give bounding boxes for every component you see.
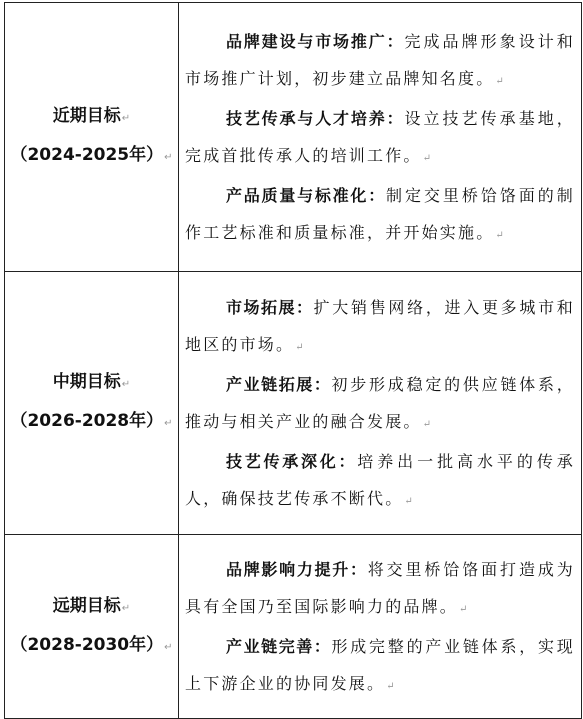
goal-heading: 品牌建设与市场推广：	[226, 31, 405, 51]
goal-heading: 产业链完善：	[226, 636, 332, 656]
term-period: （2024-2025年）↵	[10, 145, 173, 165]
return-mark: ↵	[386, 680, 397, 692]
return-mark: ↵	[164, 641, 173, 653]
goal-content-cell	[179, 272, 582, 535]
goal-item	[179, 366, 581, 443]
goal-text: 完成品牌形象设计和市场推广计划，初步建立品牌知名度。	[185, 31, 575, 88]
return-mark: ↵	[121, 379, 131, 390]
term-period: （2026-2028年）↵	[10, 411, 173, 431]
goal-item	[179, 100, 581, 177]
return-mark: ↵	[422, 418, 434, 430]
return-mark: ↵	[459, 603, 470, 615]
term-label: 远期目标↵	[52, 595, 131, 616]
goal-text: 制定交里桥饸饹面的制作工艺标准和质量标准，并开始实施。	[185, 185, 575, 242]
return-mark: ↵	[495, 75, 506, 87]
table-row	[5, 272, 582, 535]
return-mark: ↵	[422, 152, 434, 164]
goal-heading: 技艺传承与人才培养：	[226, 108, 405, 128]
return-mark: ↵	[295, 341, 306, 353]
goal-content-cell	[179, 3, 582, 272]
goal-text: 培养出一批高水平的传承人，确保技艺传承不断代。	[185, 451, 575, 508]
goal-item	[179, 23, 581, 100]
goal-text: 初步形成稳定的供应链体系，推动与相关产业的融合发展。	[185, 374, 575, 431]
term-cell	[5, 3, 179, 272]
term-label: 中期目标↵	[52, 372, 131, 392]
table-row	[5, 3, 582, 272]
goal-item	[179, 443, 581, 520]
goals-table	[4, 2, 582, 719]
term-cell	[5, 272, 179, 535]
return-mark: ↵	[121, 602, 131, 614]
goal-heading: 技艺传承深化：	[226, 451, 358, 471]
term-cell	[5, 535, 179, 719]
return-mark: ↵	[495, 229, 506, 241]
goal-item	[179, 628, 581, 705]
goal-item	[179, 551, 581, 628]
goal-content-cell	[179, 535, 582, 719]
goal-heading: 产业链拓展：	[226, 374, 332, 394]
goal-text: 形成完整的产业链体系，实现上下游企业的协同发展。	[185, 636, 575, 693]
return-mark: ↵	[404, 495, 415, 507]
goal-item	[179, 289, 581, 366]
table-row	[5, 535, 582, 719]
return-mark: ↵	[121, 113, 131, 124]
goal-item	[179, 177, 581, 254]
goal-heading: 品牌影响力提升：	[226, 559, 368, 579]
return-mark: ↵	[164, 418, 173, 429]
goal-text: 将交里桥饸饹面打造成为具有全国乃至国际影响力的品牌。	[185, 559, 575, 616]
return-mark: ↵	[164, 152, 173, 163]
term-label: 近期目标↵	[52, 106, 131, 126]
goal-heading: 产品质量与标准化：	[226, 185, 386, 205]
goal-heading: 市场拓展：	[226, 297, 314, 317]
term-period: （2028-2030年）↵	[10, 634, 173, 655]
goal-text: 设立技艺传承基地，完成首批传承人的培训工作。	[185, 108, 575, 165]
goal-text: 扩大销售网络，进入更多城市和地区的市场。	[185, 297, 575, 354]
